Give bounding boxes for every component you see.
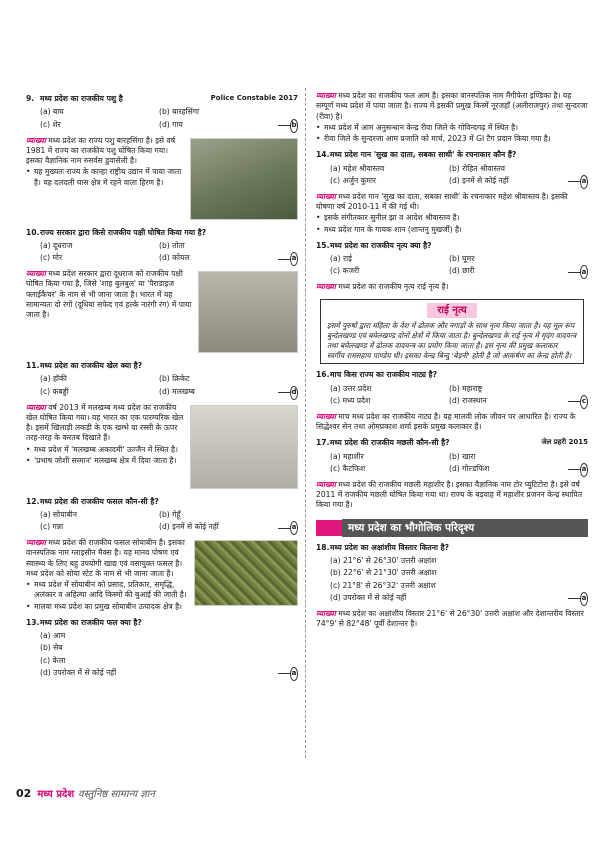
option-b: (b) तोता — [159, 240, 185, 250]
option-b: (b) घूमर — [449, 254, 475, 263]
explanation-10 — [26, 269, 298, 320]
answer-badge: a — [290, 667, 298, 681]
explanation-text: मध्य प्रदेश की राजकीय मछली महाशीर है। इसका वैज्ञानिक नाम टोर प्युटिटोरा है। इसे वर्ष 2011 में राजकीय मछली घोषित किया गया था। राज्य के बड़वाह में महाशीर प्रजनन केन्द्र स्थापित किया गया है। — [316, 479, 583, 510]
info-box-text: इसमें पुरुषों द्वारा महिला के वेश में ढोलक और नगाड़ों के साथ नृत्य किया जाता है। यह मूल रूप बुन्देलखण्ड एवं बघेलखण्ड दोनों क्षेत्रों में किया जाता है। बुन्देलखण्ड के राई नृत्य में मृदंग वादयन्त्र तथा बघेलखण्ड में ढोलक वादयन्त्र का प्रयोग किया जाता है। इस नृत्य की प्रमुख कलाकार स्वर्गीय रामसहाय पाण्डेय थी। इसका केन्द्र बिन्दु 'बेड़नी' होती है जो आकर्षण का केन्द्र होती है। — [327, 321, 577, 360]
question-text: मध्य प्रदेश का अक्षांशीय विस्तार कितना है? — [330, 542, 450, 552]
option-a: (a) दूधराज — [40, 240, 73, 250]
explanation-label: व्याख्या — [316, 191, 336, 201]
option-c: (c) कबड्डी — [40, 386, 69, 396]
question-number: 13. — [26, 617, 40, 627]
explanation-label: व्याख्या — [316, 608, 336, 618]
answer-badge: a — [580, 265, 588, 279]
option-b: (b) रोहित श्रीवास्तव — [449, 163, 506, 173]
page-content — [16, 88, 588, 760]
option-a: (a) सोयाबीन — [40, 509, 77, 519]
question-number: 15. — [316, 240, 330, 250]
question-text: मध्य प्रदेश गान 'सुख का दाता, सबका साथी' के रचनाकार कौन हैं? — [330, 150, 517, 160]
question-text: मध्य प्रदेश की राजकीय मछली कौन-सी है? — [330, 438, 450, 448]
option-b: (b) क्रिकेट — [159, 374, 190, 384]
option-c: (c) केला — [40, 655, 66, 665]
question-number: 10. — [26, 227, 40, 237]
option-d: (d) मलखम्ब — [159, 386, 195, 396]
options-14 — [316, 163, 588, 189]
question-number: 11. — [26, 361, 40, 370]
option-b: (b) बारहसिंगा — [159, 107, 199, 117]
explanation-text: माच मध्य प्रदेश का राजकीय नाट्य है। यह मालवी लोक जीवन पर आधारित है। राज्य के सिद्धेश्वर सेन तथा ओमप्रकाश शर्मा इसके प्रमुख कलाकार हैं। — [316, 411, 576, 432]
exam-tag: Police Constable 2017 — [210, 94, 298, 102]
option-b: (b) सेब — [40, 643, 63, 653]
book-subtitle: वस्तुनिष्ठ सामान्य ज्ञान — [78, 789, 155, 800]
question-17 — [316, 438, 588, 448]
option-b: (b) खारा — [449, 451, 476, 461]
bullet-point: • मध्य प्रदेश गान के गायक शान (शान्तनु मुखर्जी) है। — [316, 225, 588, 235]
option-d: (d) उपरोक्त में से कोई नहीं — [330, 592, 407, 602]
paradise-flycatcher-photo — [198, 271, 298, 353]
option-d: (d) इनमें से कोई नहीं — [159, 522, 219, 531]
options-10 — [26, 240, 298, 266]
explanation-14 — [316, 192, 588, 235]
option-c: (c) 21°8' से 26°32' उत्तरी अक्षांश — [330, 580, 436, 590]
answer-badge: a — [580, 592, 588, 606]
section-marker — [316, 520, 342, 536]
question-number: 12. — [26, 496, 40, 506]
options-16 — [316, 383, 588, 409]
option-c: (c) अर्जुन कुमार — [330, 175, 377, 185]
answer-badge: a — [580, 175, 588, 189]
option-a: (a) आम — [40, 631, 66, 640]
explanation-text: मध्य प्रदेश का राजकीय फल आम है। इसका वानस्पतिक नाम मैंगीफेरा इण्डिका है। यह सम्पूर्ण मध्य प्रदेश में पाया जाता है। राज्य में इसकी प्रमुख किस्में नूरजहाँ (अलीराजपुर) तथा सुन्दरजा (रीवा) है। — [316, 91, 588, 121]
bullet-point: • मध्य प्रदेश में सोयाबीन को प्रसाद, प्रतिकार, समृद्धि, अलंकार व अहिल्या आदि किस्मों की बुआई की जाती है। — [26, 580, 298, 601]
question-text: मध्य प्रदेश का राजकीय पशु है — [40, 94, 123, 103]
page-number: 02 — [16, 786, 32, 800]
question-16 — [316, 370, 588, 380]
question-text: राज्य सरकार द्वारा किसे राजकीय पक्षी घोषित किया गया है? — [40, 227, 207, 237]
explanation-text: वर्ष 2013 में मलखम्ब मध्य प्रदेश का राजकीय खेल घोषित किया गया। यह भारत का एक पारम्परिक खेल है। इसमें खिलाड़ी लकड़ी के एक खम्भे या रस्सी के ऊपर तरह-तरह के करतब दिखाते हैं। — [26, 402, 184, 443]
explanation-label: व्याख्या — [26, 269, 46, 278]
explanation-text: मध्य प्रदेश गान 'सुख का दाता, सबका साथी' के रचनाकार महेश श्रीवास्तव है। इसकी घोषणा वर्ष 2010-11 में की गई थी। — [316, 191, 568, 211]
explanation-label: व्याख्या — [26, 538, 46, 547]
bullet-point: • मध्य प्रदेश में आम अनुसन्धान केन्द्र रीवा जिले के गोविन्दगढ़ में स्थित है। — [316, 123, 588, 133]
options-18 — [316, 555, 588, 606]
options-13 — [26, 630, 298, 681]
bullet-point: • यह मुख्यतः राज्य के कान्हा राष्ट्रीय उद्यान में पाया जाता है। यह दलदली घास क्षेत्र में रहने वाला हिरण है। — [26, 167, 298, 188]
options-15 — [316, 253, 588, 279]
question-14 — [316, 150, 588, 160]
explanation-text: मध्य प्रदेश का राज्य पशु बारहसिंगा है। इसे वर्ष 1981 में राज्य का राजकीय पशु घोषित किया गया। इसका वैज्ञानिक नाम रुसर्वस डुवासेली है। — [26, 135, 176, 165]
right-column — [316, 88, 588, 629]
question-number: 16. — [316, 370, 330, 380]
option-c: (c) मोर — [40, 253, 63, 262]
question-9 — [26, 94, 298, 104]
bullet-point: • 'प्रभाष जोशी सम्मान' मलखम्ब क्षेत्र में दिया जाता है। — [26, 456, 298, 466]
option-d: (d) गोल्डफिश — [449, 463, 490, 473]
answer-badge: c — [580, 395, 588, 409]
section-heading — [316, 519, 588, 537]
option-a: (a) हॉकी — [40, 374, 67, 384]
option-c: (c) मध्य प्रदेश — [330, 395, 371, 405]
question-text: मध्य प्रदेश का राजकीय फल क्या है? — [40, 617, 142, 627]
bullet-point: • मध्य प्रदेश में 'मलखम्ब अकादमी' उज्जैन में स्थित है। — [26, 445, 298, 455]
book-title: मध्य प्रदेश — [37, 789, 75, 800]
question-text: माच किस राज्य का राजकीय नाट्य है? — [330, 370, 437, 380]
explanation-label: व्याख्या — [26, 135, 46, 145]
explanation-18 — [316, 609, 588, 630]
explanation-text: मध्य प्रदेश सरकार द्वारा दूधराज को राजकीय पक्षी घोषित किया गया है, जिसे 'शाह बुलबुल' या 'पैराडाइज फ्लाईकैचर' के नाम से भी जाना जाता है। भारत में यह सामान्यतः दो रंगों (दूधिया सफेद एवं हल्के नारंगी रंग) में पाया जाता है। — [26, 269, 192, 319]
explanation-11 — [26, 403, 298, 467]
question-18 — [316, 543, 588, 553]
question-text: मध्य प्रदेश का राजकीय खेल क्या है? — [40, 361, 143, 370]
option-c: (c) कजरी — [330, 266, 360, 276]
answer-badge: a — [290, 521, 298, 535]
exam-tag: जेल प्रहरी 2015 — [541, 438, 588, 447]
option-b: (b) महाराष्ट्र — [449, 383, 483, 393]
option-d: (d) छारी — [449, 266, 475, 276]
bullet-point: • इसके संगीतकार सुनील झा व आदेश श्रीवास्तव है। — [316, 213, 588, 223]
question-11 — [26, 361, 298, 371]
answer-badge: a — [580, 463, 588, 477]
option-c: (c) गन्ना — [40, 522, 64, 531]
explanation-17 — [316, 480, 588, 511]
option-a: (a) राई — [330, 254, 352, 263]
options-9 — [26, 106, 298, 132]
options-11 — [26, 373, 298, 399]
explanation-text: मध्य प्रदेश की राजकीय फसल सोयाबीन है। इसका वानस्पतिक नाम ग्लाइसीन मैक्स है। यह मानव पोषण एवं स्वास्थ्य के लिए बहु उपयोगी खाद्य एवं वसायुक्त फसल है। मध्य प्रदेश को सोया स्टेट के नाम से भी जाना जाता है। — [26, 538, 185, 578]
question-text: मध्य प्रदेश की राजकीय फसल कौन-सी है? — [40, 496, 159, 506]
explanation-label: व्याख्या — [316, 411, 336, 421]
answer-badge: b — [290, 119, 298, 133]
option-a: (a) 21°6' से 26°30' उत्तरी अक्षांश — [330, 556, 437, 566]
column-divider — [305, 88, 306, 758]
option-a: (a) उत्तर प्रदेश — [330, 383, 372, 393]
section-title: मध्य प्रदेश का भौगोलिक परिदृश्य — [342, 519, 588, 537]
explanation-12 — [26, 538, 298, 612]
option-d: (d) राजस्थान — [449, 395, 487, 405]
explanation-text: मध्य प्रदेश का राजकीय नृत्य राई नृत्य है। — [338, 282, 449, 292]
option-d: (d) गाय — [159, 119, 183, 129]
option-d: (d) उपरोक्त में से कोई नहीं — [40, 667, 117, 677]
answer-badge: d — [290, 386, 298, 400]
explanation-13 — [316, 91, 588, 144]
question-10 — [26, 228, 298, 238]
page-footer — [16, 786, 584, 800]
question-text: मध्य प्रदेश का राजकीय नृत्य क्या है? — [330, 240, 432, 250]
explanation-15 — [316, 282, 588, 292]
option-d: (d) इनमें से कोई नहीं — [449, 175, 509, 185]
option-a: (a) बाघ — [40, 107, 64, 117]
explanation-label: व्याख्या — [316, 282, 336, 292]
explanation-16 — [316, 412, 588, 433]
option-b: (b) गेहूँ — [159, 509, 181, 519]
left-column — [26, 88, 298, 681]
option-c: (c) शेर — [40, 119, 61, 129]
question-15 — [316, 241, 588, 251]
option-b: (b) 22°6' से 21°30' उत्तरी अक्षांश — [330, 568, 437, 578]
question-number: 14. — [316, 150, 330, 160]
options-17 — [316, 451, 588, 477]
explanation-label: व्याख्या — [26, 402, 46, 412]
explanation-label: व्याख्या — [316, 479, 336, 489]
rai-dance-info-box — [320, 299, 584, 365]
question-12 — [26, 497, 298, 507]
question-number: 17. — [316, 438, 330, 448]
options-12 — [26, 509, 298, 535]
option-a: (a) महाशीर — [330, 451, 364, 461]
bullet-point: • रीवा जिले के सुन्दरजा आम प्रजाति को मार्च, 2023 में GI टैग प्रदान किया गया है। — [316, 134, 588, 144]
question-13 — [26, 618, 298, 628]
question-number: 9. — [26, 94, 35, 103]
bullet-point: • मालवा मध्य प्रदेश का प्रमुख सोयाबीन उत्पादक क्षेत्र है। — [26, 602, 298, 612]
option-d: (d) कोयल — [159, 253, 190, 262]
explanation-label: व्याख्या — [316, 91, 336, 100]
info-box-title: राई नृत्य — [427, 303, 476, 319]
explanation-9 — [26, 136, 298, 188]
answer-badge: a — [290, 252, 298, 266]
option-c: (c) कैटफिश — [330, 463, 366, 473]
explanation-text: मध्य प्रदेश का अक्षांशीय विस्तार 21°6' से 26°30' उत्तरी अक्षांश और देशान्तरीय विस्तार 74°9' से 82°48' पूर्वी देशान्तर है। — [316, 608, 584, 629]
question-number: 18. — [316, 542, 330, 552]
option-a: (a) महेश श्रीवास्तव — [330, 163, 385, 173]
